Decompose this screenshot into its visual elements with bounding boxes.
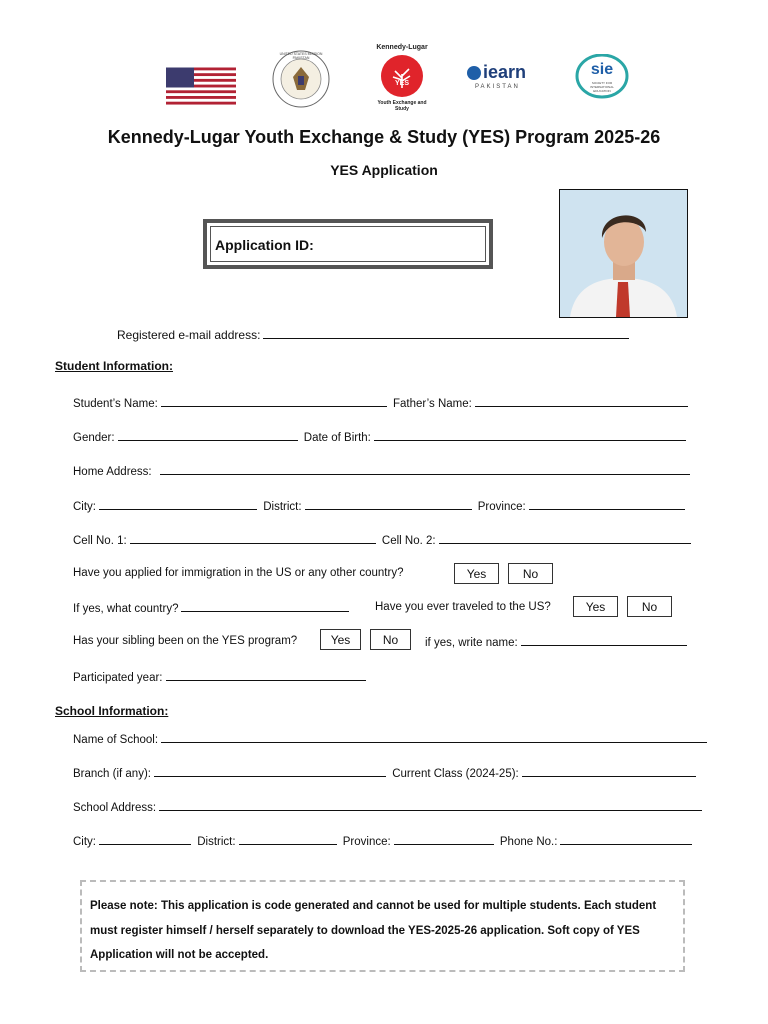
application-id-label: Application ID:	[215, 237, 314, 253]
branch-field[interactable]	[154, 766, 386, 777]
sibling-question: Has your sibling been on the YES program?	[73, 635, 298, 647]
sibling-name-label: if yes, write name:	[425, 637, 518, 649]
school-province-field[interactable]	[394, 834, 494, 845]
home-address-field[interactable]	[160, 464, 690, 475]
students-name-label: Student’s Name:	[73, 398, 158, 410]
school-name-label: Name of School:	[73, 734, 159, 746]
iearn-globe-icon	[467, 66, 481, 80]
gender-row	[73, 430, 689, 444]
dob-label: Date of Birth:	[303, 432, 371, 444]
school-info-heading: School Information:	[55, 704, 169, 718]
school-city-row	[73, 834, 695, 848]
student-photo	[559, 189, 688, 318]
cell2-label: Cell No. 2:	[381, 535, 436, 547]
yes-logo-top-text: Kennedy-Lugar	[376, 44, 428, 51]
city-label: City:	[73, 501, 96, 513]
sie-subtext: SOCIETY FOR INTERNATIONAL EDUCATION	[590, 81, 614, 93]
city-field[interactable]	[99, 499, 257, 510]
school-district-label: District:	[197, 836, 236, 848]
cell-row	[73, 533, 694, 547]
iearn-pakistan-logo	[465, 60, 537, 96]
page-title: Kennedy-Lugar Youth Exchange & Study (YES) Program 2025-26	[107, 127, 661, 147]
traveled-yes-box[interactable]: Yes	[573, 596, 618, 617]
sibling-no-box[interactable]: No	[370, 629, 411, 650]
district-label: District:	[263, 501, 302, 513]
cell1-label: Cell No. 1:	[73, 535, 127, 547]
school-phone-field[interactable]	[560, 834, 692, 845]
traveled-no-box[interactable]: No	[627, 596, 672, 617]
sibling-yes-box[interactable]: Yes	[320, 629, 361, 650]
gender-label: Gender:	[73, 432, 115, 444]
current-class-label: Current Class (2024-25):	[392, 768, 519, 780]
which-country-field[interactable]	[181, 601, 349, 612]
branch-row	[73, 766, 699, 780]
application-id-box	[203, 219, 493, 269]
branch-label: Branch (if any):	[73, 768, 151, 780]
page-subtitle: YES Application	[330, 162, 438, 178]
country-row	[73, 601, 352, 615]
gender-field[interactable]	[118, 430, 298, 441]
province-field[interactable]	[529, 499, 685, 510]
yes-program-logo	[370, 44, 434, 110]
school-city-field[interactable]	[99, 834, 191, 845]
home-address-row	[73, 464, 693, 478]
immigration-no-box[interactable]: No	[508, 563, 553, 584]
province-label: Province:	[477, 501, 526, 513]
dob-field[interactable]	[374, 430, 686, 441]
us-mission-seal-logo	[272, 50, 330, 108]
city-row	[73, 499, 688, 513]
school-district-field[interactable]	[239, 834, 337, 845]
participated-year-field[interactable]	[166, 670, 366, 681]
school-address-field[interactable]	[159, 800, 702, 811]
participated-year-label: Participated year:	[73, 672, 163, 684]
name-row	[73, 396, 691, 410]
school-address-row	[73, 800, 705, 814]
district-field[interactable]	[305, 499, 472, 510]
student-info-heading: Student Information:	[55, 359, 173, 373]
fathers-name-field[interactable]	[475, 396, 688, 407]
which-country-label: If yes, what country?	[73, 603, 179, 615]
home-address-label: Home Address:	[73, 466, 152, 478]
yes-logo-mid-text: YES	[394, 80, 409, 87]
participated-year-row	[73, 670, 369, 684]
note-box: Please note: This application is code generated and cannot be used for multiple students. Each student must register himself / herself separately to download the YES-2025-26 application. Soft copy of YES Application will not be accepted.	[80, 880, 685, 972]
fathers-name-label: Father’s Name:	[393, 398, 472, 410]
school-phone-label: Phone No.:	[499, 836, 558, 848]
iearn-subtext: PAKISTAN	[475, 84, 520, 90]
sibling-name-field[interactable]	[521, 635, 687, 646]
immigration-yes-box[interactable]: Yes	[454, 563, 499, 584]
cell2-field[interactable]	[439, 533, 691, 544]
school-city-label: City:	[73, 836, 96, 848]
traveled-question: Have you ever traveled to the US?	[375, 601, 551, 613]
email-label: Registered e-mail address:	[117, 328, 261, 342]
school-address-label: School Address:	[73, 802, 157, 814]
cell1-field[interactable]	[130, 533, 376, 544]
immigration-question: Have you applied for immigration in the US or any other country?	[73, 567, 404, 579]
current-class-field[interactable]	[522, 766, 696, 777]
sie-logo	[575, 54, 629, 100]
school-name-row	[73, 732, 710, 746]
yes-logo-bottom-text: Youth Exchange and Study	[377, 100, 427, 112]
sibling-name-row	[425, 635, 690, 649]
email-row	[117, 328, 632, 342]
us-flag-logo	[166, 58, 236, 114]
email-field[interactable]	[263, 328, 629, 339]
students-name-field[interactable]	[161, 396, 387, 407]
seal-text: UNITED STATES MISSION PAKISTAN	[279, 52, 323, 60]
iearn-text: iearn	[483, 62, 527, 82]
school-name-field[interactable]	[161, 732, 707, 743]
sie-text: sie	[590, 61, 614, 78]
school-province-label: Province:	[342, 836, 391, 848]
